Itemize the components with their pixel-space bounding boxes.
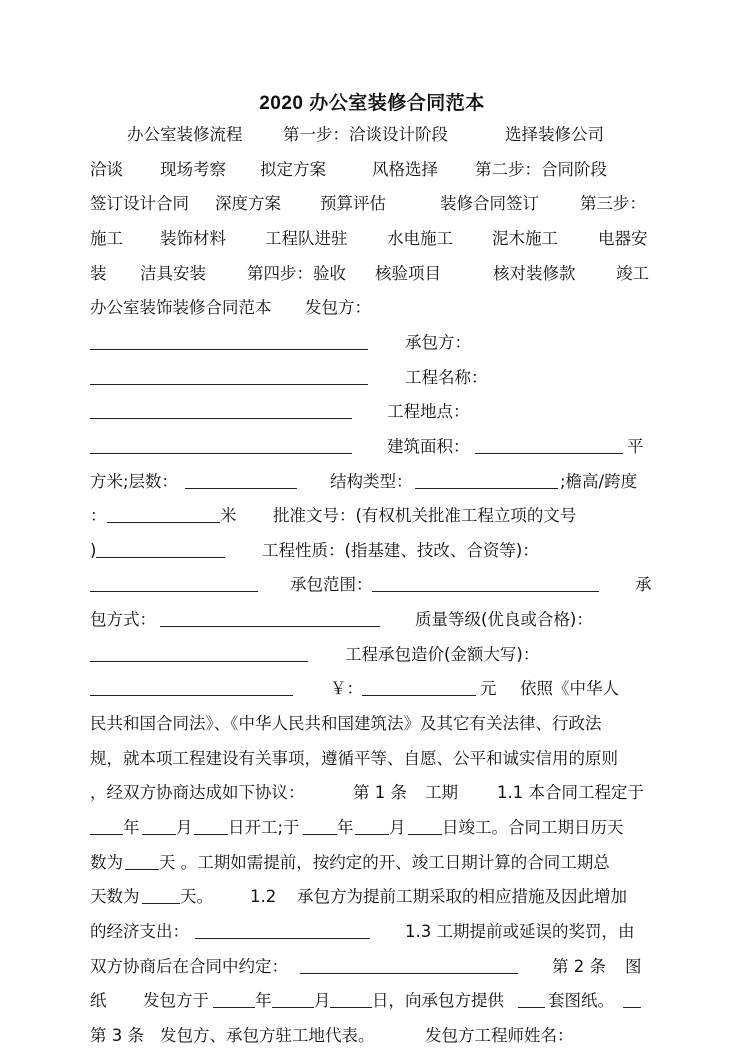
- fill-in-blank: [185, 488, 297, 489]
- text-segment: 拟定方案: [260, 159, 326, 179]
- fill-in-blank: [90, 661, 308, 662]
- fill-in-blank: [107, 522, 220, 523]
- text-segment: 天。: [180, 887, 213, 907]
- text-segment: 施工: [90, 228, 123, 248]
- text-line: [90, 988, 656, 1014]
- text-segment: 米: [220, 506, 237, 526]
- text-segment: 现场考察: [160, 159, 226, 179]
- text-segment: 第 2 条: [552, 956, 606, 976]
- fill-in-blank: [362, 695, 476, 696]
- text-segment: 月: [389, 818, 406, 837]
- text-line: [90, 330, 656, 356]
- text-segment: 方米;层数：: [90, 471, 179, 491]
- text-line: [90, 954, 656, 980]
- fill-in-blank: [415, 488, 558, 489]
- fill-in-blank: [194, 834, 228, 835]
- text-segment: 年: [255, 991, 272, 1011]
- text-segment: 的经济支出：: [90, 921, 189, 941]
- text-segment: 批准文号：(有权机关批准工程立项的文号: [273, 506, 577, 526]
- text-segment: 核验项目: [375, 263, 441, 283]
- text-segment: 深度方案: [215, 194, 281, 214]
- text-segment: 规，就本项工程建设有关事项，遵循平等、自愿、公平和诚实信用的原则: [90, 748, 618, 768]
- fill-in-blank: [623, 1007, 641, 1008]
- fill-in-blank: [90, 591, 258, 592]
- text-segment: 日开工;于: [228, 818, 300, 837]
- text-line: [90, 815, 656, 841]
- text-segment: 月: [314, 991, 331, 1011]
- text-segment: 核对装修款: [493, 263, 576, 283]
- text-segment: 选择装修公司: [505, 125, 604, 144]
- text-segment: 年: [123, 818, 140, 837]
- text-segment: 工程性质：(指基建、技改、合资等)：: [262, 540, 539, 560]
- text-segment: 元: [480, 679, 497, 699]
- text-segment: 发包方：: [305, 298, 371, 318]
- text-line: [90, 191, 656, 217]
- text-line: [90, 295, 656, 321]
- text-line: [90, 572, 656, 598]
- text-segment: 1.3 工期提前或延误的奖罚，由: [405, 921, 635, 941]
- text-segment: 承包范围：: [290, 575, 373, 595]
- text-segment: 依照《中华人: [520, 679, 619, 699]
- text-line: [90, 157, 656, 183]
- text-segment: 第 1 条: [353, 783, 407, 803]
- text-segment: 1.2: [250, 887, 277, 907]
- text-line: [90, 884, 656, 910]
- fill-in-blank: [96, 557, 225, 558]
- text-segment: 发包方、承包方驻工地代表。: [160, 1025, 375, 1045]
- text-segment: 民共和国合同法》、《中华人民共和国建筑法》及其它有关法律、行政法: [90, 714, 602, 734]
- fill-in-blank: [518, 1007, 545, 1008]
- text-line: [90, 642, 656, 668]
- text-line: [90, 676, 656, 702]
- text-segment: 平: [627, 436, 644, 456]
- text-segment: ): [90, 540, 97, 560]
- fill-in-blank: [125, 869, 159, 870]
- fill-in-blank: [90, 453, 352, 454]
- text-line: [90, 919, 656, 945]
- text-segment: ;檐高/跨度: [560, 471, 638, 491]
- fill-in-blank: [408, 834, 442, 835]
- text-segment: 套图纸。: [548, 991, 614, 1011]
- text-segment: 日竣工。合同工期日历天: [442, 818, 624, 837]
- document-title: 2020 办公室装修合同范本: [259, 93, 485, 114]
- text-segment: 纸: [90, 991, 107, 1011]
- text-segment: 装饰材料: [160, 228, 226, 248]
- text-segment: 天数为: [90, 887, 140, 907]
- fill-in-blank: [195, 938, 370, 939]
- text-segment: 办公室装修流程: [127, 125, 243, 144]
- text-segment: 电器安: [598, 228, 648, 248]
- text-segment: 工程队进驻: [265, 228, 348, 248]
- text-segment: 装修合同签订: [440, 194, 539, 214]
- fill-in-blank: [160, 626, 380, 627]
- text-segment: 双方协商后在合同中约定：: [90, 956, 288, 976]
- text-line: [90, 503, 656, 529]
- text-segment: 风格选择: [372, 159, 438, 179]
- text-segment: 第三步：: [580, 194, 646, 214]
- fill-in-blank: [213, 1007, 255, 1008]
- fill-in-blank: [90, 834, 123, 835]
- text-segment: 洽谈: [90, 159, 123, 179]
- text-line: [90, 469, 656, 495]
- text-segment: ￥：: [330, 679, 363, 699]
- text-segment: 发包方于: [143, 991, 209, 1011]
- text-segment: 建筑面积：: [387, 436, 470, 456]
- text-segment: 质量等级(优良或合格)：: [415, 610, 593, 630]
- text-segment: 工程承包造价(金额大写)：: [345, 644, 540, 664]
- text-line: [90, 434, 656, 460]
- text-segment: ：: [90, 506, 107, 526]
- text-segment: 工程名称：: [405, 367, 488, 387]
- text-line: [90, 780, 656, 806]
- text-line: [90, 538, 656, 564]
- text-line: [90, 226, 656, 252]
- text-line: [90, 365, 656, 391]
- fill-in-blank: [90, 349, 368, 350]
- text-segment: 装: [90, 263, 107, 283]
- text-segment: 工期: [425, 783, 458, 803]
- fill-in-blank: [142, 834, 176, 835]
- text-segment: 包方式：: [90, 610, 156, 630]
- text-segment: 图: [625, 956, 642, 976]
- fill-in-blank: [372, 591, 599, 592]
- text-segment: 水电施工: [387, 228, 453, 248]
- text-segment: 年: [337, 818, 354, 837]
- text-segment: 工程地点：: [387, 402, 470, 422]
- text-segment: 月: [176, 818, 193, 837]
- fill-in-blank: [303, 834, 337, 835]
- text-line: [90, 1023, 656, 1049]
- text-segment: 泥木施工: [492, 228, 558, 248]
- text-line: [90, 711, 656, 737]
- text-line: [90, 122, 656, 148]
- text-segment: ，经双方协商达成如下协议：: [90, 783, 305, 803]
- text-line: [90, 850, 656, 876]
- text-segment: 承: [635, 575, 652, 595]
- text-segment: 承包方：: [405, 332, 471, 352]
- text-line: [90, 607, 656, 633]
- fill-in-blank: [90, 695, 293, 696]
- text-segment: 1.1 本合同工程定于: [497, 783, 644, 803]
- text-segment: 第二步：合同阶段: [475, 159, 607, 179]
- text-segment: 承包方为提前工期采取的相应措施及因此增加: [297, 887, 627, 907]
- fill-in-blank: [300, 973, 518, 974]
- text-segment: 第一步：洽谈设计阶段: [283, 125, 448, 144]
- text-segment: 数为: [90, 852, 123, 872]
- fill-in-blank: [330, 1007, 372, 1008]
- text-line: [90, 399, 656, 425]
- text-segment: 第四步：验收: [247, 263, 346, 283]
- fill-in-blank: [90, 418, 352, 419]
- fill-in-blank: [142, 903, 180, 904]
- text-segment: 日，向承包方提供: [372, 991, 504, 1011]
- fill-in-blank: [355, 834, 389, 835]
- fill-in-blank: [475, 453, 623, 454]
- text-segment: 洁具安装: [140, 263, 206, 283]
- text-segment: 发包方工程师姓名：: [425, 1025, 574, 1045]
- text-segment: 第 3 条: [90, 1025, 144, 1045]
- text-segment: 预算评估: [320, 194, 386, 214]
- fill-in-blank: [272, 1007, 314, 1008]
- text-segment: 办公室装饰装修合同范本: [90, 298, 272, 318]
- text-line: [90, 261, 656, 287]
- text-segment: 天 。工期如需提前，按约定的开、竣工日期计算的合同工期总: [159, 852, 610, 872]
- text-segment: 结构类型：: [330, 471, 413, 491]
- fill-in-blank: [90, 384, 368, 385]
- text-segment: 竣工: [616, 263, 649, 283]
- text-segment: 签订设计合同: [90, 194, 189, 214]
- text-line: [90, 746, 656, 772]
